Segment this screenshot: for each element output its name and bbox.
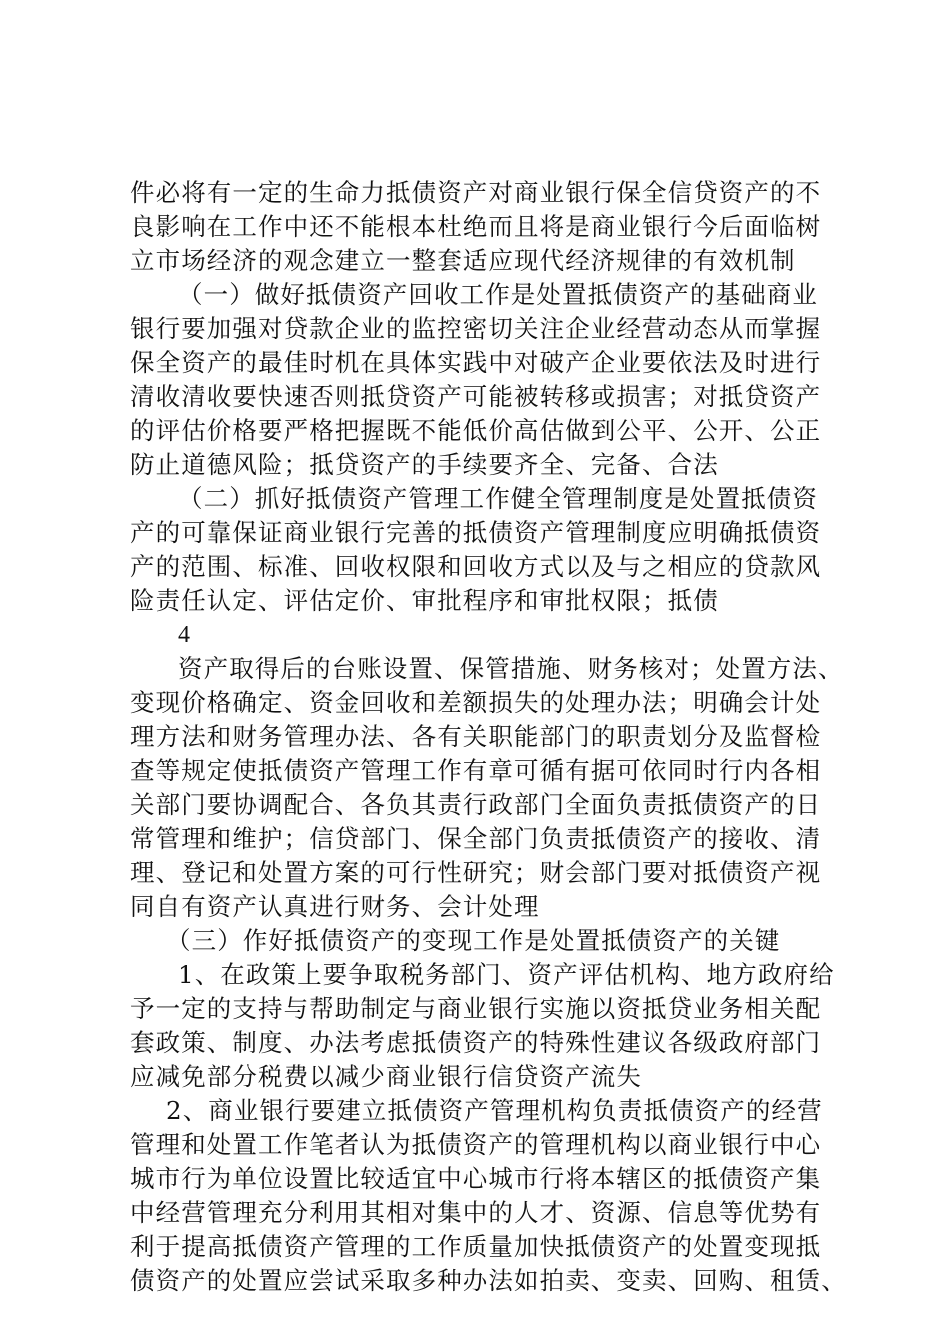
paragraph-heading-line: （一）做好抵债资产回收工作是处置抵债资产的基础商业: [178, 280, 818, 309]
text-line: 查等规定使抵债资产管理工作有章可循有据可依同时行内各相: [130, 756, 822, 785]
list-item-line: 2、商业银行要建立抵债资产管理机构负责抵债资产的经营: [166, 1096, 823, 1125]
text-line: 产的可靠保证商业银行完善的抵债资产管理制度应明确抵债资: [130, 518, 822, 547]
text-line: 应减免部分税费以减少商业银行信贷资产流失: [130, 1062, 642, 1091]
text-line: 清收清收要快速否则抵贷资产可能被转移或损害；对抵贷资产: [130, 382, 822, 411]
text-line: 产的范围、标准、回收权限和回收方式以及与之相应的贷款风: [130, 552, 822, 581]
text-line: 理、登记和处置方案的可行性研究；财会部门要对抵债资产视: [130, 858, 822, 887]
text-line: 同自有资产认真进行财务、会计处理: [130, 892, 540, 921]
text-line: 保全资产的最佳时机在具体实践中对破产企业要依法及时进行: [130, 348, 822, 377]
text-line: 予一定的支持与帮助制定与商业银行实施以资抵贷业务相关配: [130, 994, 822, 1023]
text-line: 防止道德风险；抵贷资产的手续要齐全、完备、合法: [130, 450, 719, 479]
text-line: 套政策、制度、办法考虑抵债资产的特殊性建议各级政府部门: [130, 1028, 822, 1057]
text-line: 债资产的处置应尝试采取多种办法如拍卖、变卖、回购、租赁、: [130, 1266, 847, 1295]
text-line: 良影响在工作中还不能根本杜绝而且将是商业银行今后面临树: [130, 212, 822, 241]
paragraph-heading-line: （三）作好抵债资产的变现工作是处置抵债资产的关键: [166, 926, 781, 955]
text-line: 件必将有一定的生命力抵债资产对商业银行保全信贷资产的不: [130, 178, 822, 207]
text-line: 常管理和维护；信贷部门、保全部门负责抵债资产的接收、清: [130, 824, 822, 853]
text-line: 城市行为单位设置比较适宜中心城市行将本辖区的抵债资产集: [130, 1164, 822, 1193]
text-line: 银行要加强对贷款企业的监控密切关注企业经营动态从而掌握: [130, 314, 822, 343]
paragraph-heading-line: （二）抓好抵债资产管理工作健全管理制度是处置抵债资: [178, 484, 818, 513]
text-line: 中经营管理充分利用其相对集中的人才、资源、信息等优势有: [130, 1198, 822, 1227]
text-line: 险责任认定、评估定价、审批程序和审批权限；抵债: [130, 586, 719, 615]
text-line: 管理和处置工作笔者认为抵债资产的管理机构以商业银行中心: [130, 1130, 822, 1159]
text-line: 利于提高抵债资产管理的工作质量加快抵债资产的处置变现抵: [130, 1232, 822, 1261]
page-number: 4: [178, 622, 190, 648]
text-line: 理方法和财务管理办法、各有关职能部门的职责划分及监督检: [130, 722, 822, 751]
list-item-line: 1、在政策上要争取税务部门、资产评估机构、地方政府给: [178, 960, 835, 989]
text-line: 关部门要协调配合、各负其责行政部门全面负责抵债资产的日: [130, 790, 822, 819]
text-line: 变现价格确定、资金回收和差额损失的处理办法；明确会计处: [130, 688, 822, 717]
text-line: 资产取得后的台账设置、保管措施、财务核对；处置方法、: [178, 654, 844, 683]
text-line: 立市场经济的观念建立一整套适应现代经济规律的有效机制: [130, 246, 796, 275]
text-line: 的评估价格要严格把握既不能低价高估做到公平、公开、公正: [130, 416, 822, 445]
